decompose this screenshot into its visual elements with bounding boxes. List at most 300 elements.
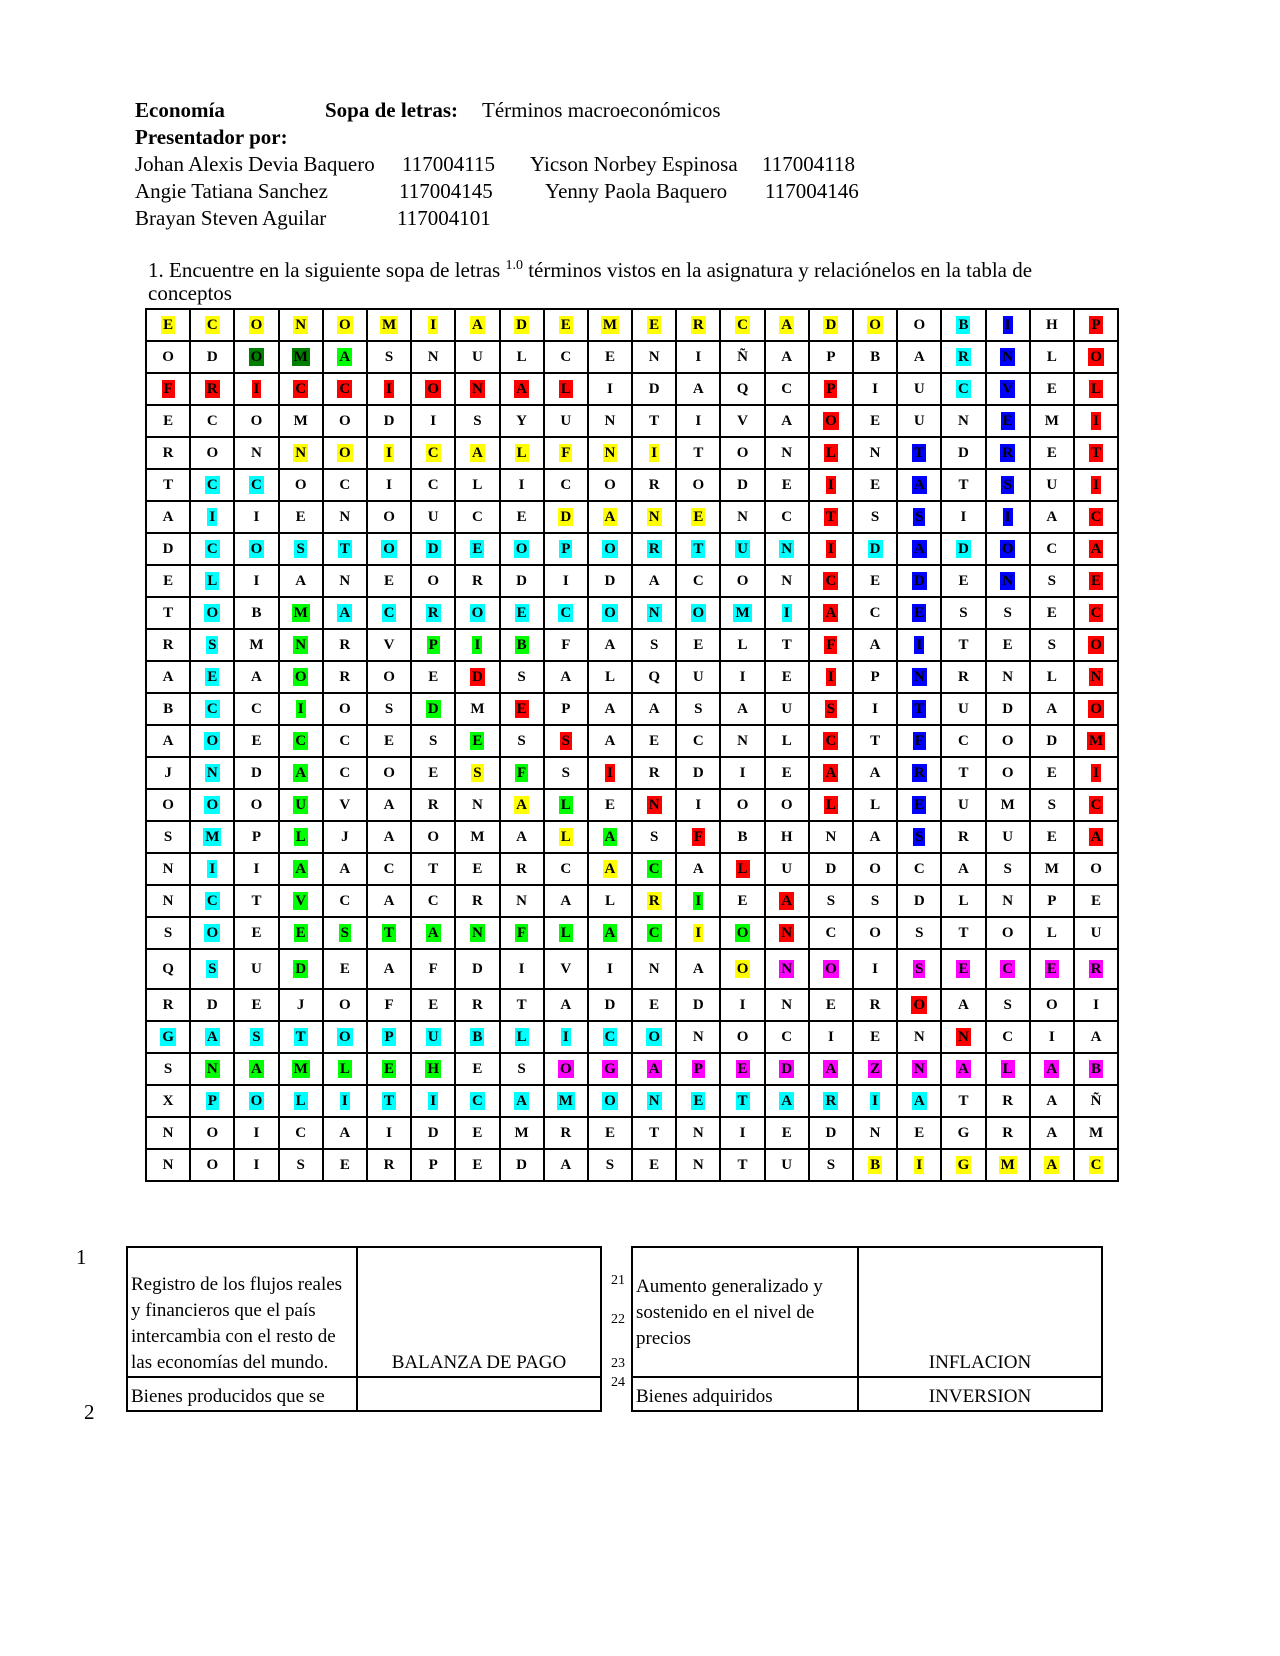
- grid-letter: T: [958, 476, 969, 493]
- grid-cell: [765, 821, 809, 853]
- grid-cell: [146, 725, 190, 757]
- grid-cell: [234, 693, 278, 725]
- grid-letter: C: [1090, 796, 1102, 813]
- grid-cell: [234, 1085, 278, 1117]
- grid-letter: O: [869, 860, 881, 877]
- grid-cell: [323, 949, 367, 989]
- grid-letter: D: [737, 476, 748, 493]
- grid-cell: [190, 437, 234, 469]
- grid-letter: Ñ: [1090, 1092, 1102, 1109]
- grid-letter: U: [560, 412, 572, 429]
- grid-letter: L: [870, 796, 881, 813]
- grid-row: [146, 405, 1118, 437]
- grid-cell: [1074, 853, 1118, 885]
- grid-letter: E: [251, 732, 262, 749]
- grid-cell: [853, 629, 897, 661]
- grid-cell: [190, 1053, 234, 1085]
- grid-cell: [588, 629, 632, 661]
- grid-letter: O: [250, 796, 263, 813]
- grid-cell: [411, 1149, 455, 1181]
- grid-cell: [455, 341, 499, 373]
- grid-cell: [588, 821, 632, 853]
- grid-cell: [500, 533, 544, 565]
- grid-letter: R: [648, 764, 660, 781]
- grid-cell: [720, 597, 764, 629]
- grid-cell: [279, 341, 323, 373]
- grid-cell: [455, 885, 499, 917]
- grid-letter: D: [516, 1156, 528, 1173]
- grid-cell: [676, 437, 720, 469]
- grid-cell: [986, 1117, 1030, 1149]
- grid-letter: I: [739, 996, 746, 1013]
- grid-cell: [941, 789, 985, 821]
- grid-letter: B: [472, 1028, 483, 1045]
- grid-letter: A: [383, 960, 395, 977]
- grid-cell: [279, 725, 323, 757]
- grid-letter: E: [1046, 380, 1057, 397]
- grid-letter: C: [339, 764, 351, 781]
- grid-letter: F: [561, 636, 571, 653]
- grid-letter: A: [869, 636, 881, 653]
- grid-cell: [1074, 949, 1118, 989]
- grid-letter: R: [1002, 444, 1014, 461]
- grid-letter: D: [825, 1124, 837, 1141]
- grid-letter: E: [472, 732, 483, 749]
- grid-cell: [632, 629, 676, 661]
- grid-letter: C: [560, 604, 572, 621]
- grid-letter: E: [870, 412, 881, 429]
- grid-letter: N: [648, 348, 660, 365]
- grid-cell: [544, 533, 588, 565]
- grid-letter: I: [872, 380, 879, 397]
- grid-cell: [544, 661, 588, 693]
- grid-letter: O: [383, 540, 395, 557]
- grid-letter: U: [913, 412, 925, 429]
- grid-letter: E: [207, 668, 218, 685]
- grid-cell: [500, 565, 544, 597]
- grid-cell: [190, 565, 234, 597]
- grid-letter: A: [383, 796, 395, 813]
- concept-answer: INFLACION: [858, 1247, 1102, 1377]
- grid-cell: [323, 405, 367, 437]
- grid-letter: I: [341, 1092, 348, 1109]
- grid-cell: [588, 533, 632, 565]
- grid-letter: E: [914, 1124, 925, 1141]
- grid-letter: V: [295, 892, 307, 909]
- grid-cell: [720, 1021, 764, 1053]
- grid-letter: A: [604, 732, 616, 749]
- grid-cell: [544, 1149, 588, 1181]
- grid-letter: P: [251, 828, 262, 845]
- grid-letter: N: [781, 540, 793, 557]
- grid-cell: [986, 373, 1030, 405]
- grid-letter: O: [736, 924, 749, 941]
- grid-letter: O: [383, 508, 395, 525]
- grid-cell: [986, 989, 1030, 1021]
- grid-letter: N: [737, 508, 748, 525]
- grid-cell: [676, 789, 720, 821]
- grid-cell: [897, 469, 941, 501]
- grid-letter: M: [1000, 796, 1015, 813]
- grid-cell: [190, 725, 234, 757]
- grid-cell: [765, 949, 809, 989]
- grid-cell: [720, 693, 764, 725]
- grid-cell: [411, 501, 455, 533]
- grid-cell: [146, 821, 190, 853]
- grid-cell: [941, 533, 985, 565]
- grid-cell: [1030, 757, 1074, 789]
- grid-cell: [588, 853, 632, 885]
- grid-letter: C: [295, 732, 307, 749]
- grid-letter: C: [958, 732, 969, 749]
- grid-letter: I: [872, 700, 879, 717]
- grid-cell: [853, 1117, 897, 1149]
- grid-cell: [676, 469, 720, 501]
- grid-cell: [146, 917, 190, 949]
- concept-definition: Registro de los flujos reales y financieros que el país intercambia con el resto de las economías del mundo.: [127, 1247, 357, 1377]
- grid-letter: O: [206, 1124, 219, 1141]
- grid-cell: [411, 629, 455, 661]
- grid-letter: E: [251, 924, 262, 941]
- grid-cell: [500, 725, 544, 757]
- grid-cell: [455, 789, 499, 821]
- grid-letter: A: [825, 1060, 837, 1077]
- grid-cell: [234, 789, 278, 821]
- grid-cell: [853, 1149, 897, 1181]
- grid-letter: C: [427, 444, 439, 461]
- grid-cell: [632, 917, 676, 949]
- grid-letter: A: [604, 860, 616, 877]
- grid-letter: M: [1088, 1124, 1104, 1141]
- grid-cell: [765, 1149, 809, 1181]
- grid-cell: [1074, 501, 1118, 533]
- grid-cell: [765, 757, 809, 789]
- grid-letter: A: [560, 668, 572, 685]
- grid-cell: [455, 989, 499, 1021]
- grid-letter: E: [1046, 828, 1057, 845]
- grid-letter: A: [958, 996, 969, 1013]
- grid-cell: [720, 821, 764, 853]
- grid-cell: [1074, 789, 1118, 821]
- grid-cell: [1030, 853, 1074, 885]
- grid-cell: [941, 437, 985, 469]
- grid-letter: C: [781, 380, 793, 397]
- grid-cell: [809, 1149, 853, 1181]
- grid-letter: M: [1044, 412, 1059, 429]
- grid-letter: S: [517, 668, 526, 685]
- grid-cell: [411, 853, 455, 885]
- grid-letter: N: [471, 796, 483, 813]
- grid-letter: C: [560, 348, 572, 365]
- grid-letter: S: [694, 700, 703, 717]
- grid-cell: [897, 373, 941, 405]
- grid-letter: N: [471, 380, 483, 397]
- grid-letter: A: [958, 860, 969, 877]
- grid-cell: [411, 373, 455, 405]
- grid-cell: [146, 885, 190, 917]
- grid-letter: N: [471, 924, 483, 941]
- grid-cell: [500, 917, 544, 949]
- grid-cell: [544, 501, 588, 533]
- grid-letter: I: [872, 1092, 879, 1109]
- grid-letter: S: [1003, 996, 1012, 1013]
- grid-letter: V: [560, 960, 572, 977]
- grid-cell: [146, 533, 190, 565]
- grid-letter: S: [296, 1156, 305, 1173]
- grid-letter: R: [1002, 1124, 1014, 1141]
- grid-letter: L: [1046, 668, 1057, 685]
- grid-cell: [500, 341, 544, 373]
- grid-cell: [190, 533, 234, 565]
- grid-letter: O: [1090, 860, 1102, 877]
- grid-letter: N: [604, 412, 616, 429]
- grid-cell: [367, 989, 411, 1021]
- grid-cell: [1074, 373, 1118, 405]
- grid-letter: D: [958, 444, 969, 461]
- grid-cell: [986, 949, 1030, 989]
- grid-cell: [323, 501, 367, 533]
- grid-cell: [367, 309, 411, 341]
- grid-cell: [1074, 693, 1118, 725]
- grid-cell: [941, 757, 985, 789]
- grid-letter: S: [163, 828, 173, 845]
- grid-cell: [234, 757, 278, 789]
- grid-cell: [809, 629, 853, 661]
- grid-cell: [234, 437, 278, 469]
- grid-letter: A: [339, 1124, 351, 1141]
- grid-cell: [632, 405, 676, 437]
- grid-cell: [941, 949, 985, 989]
- grid-cell: [941, 1149, 985, 1181]
- grid-cell: [544, 885, 588, 917]
- grid-letter: D: [251, 764, 262, 781]
- grid-cell: [234, 1149, 278, 1181]
- grid-letter: N: [958, 412, 969, 429]
- grid-cell: [720, 629, 764, 661]
- grid-cell: [941, 469, 985, 501]
- grid-letter: D: [427, 1124, 439, 1141]
- grid-cell: [323, 789, 367, 821]
- grid-cell: [190, 821, 234, 853]
- grid-cell: [853, 469, 897, 501]
- grid-cell: [500, 853, 544, 885]
- grid-letter: M: [293, 604, 308, 621]
- grid-cell: [500, 597, 544, 629]
- grid-cell: [676, 501, 720, 533]
- grid-letter: R: [516, 860, 528, 877]
- grid-row: [146, 309, 1118, 341]
- grid-letter: L: [472, 476, 483, 493]
- grid-letter: A: [1046, 700, 1058, 717]
- grid-cell: [588, 1053, 632, 1085]
- grid-letter: O: [162, 348, 174, 365]
- grid-cell: [986, 597, 1030, 629]
- grid-cell: [809, 989, 853, 1021]
- grid-cell: [146, 565, 190, 597]
- grid-letter: T: [693, 540, 704, 557]
- grid-cell: [720, 501, 764, 533]
- grid-letter: S: [826, 1156, 836, 1173]
- grid-cell: [986, 309, 1030, 341]
- grid-cell: [544, 1117, 588, 1149]
- grid-cell: [676, 989, 720, 1021]
- grid-cell: [500, 469, 544, 501]
- grid-cell: [809, 1117, 853, 1149]
- grid-letter: T: [163, 476, 174, 493]
- grid-cell: [986, 821, 1030, 853]
- grid-letter: E: [1046, 444, 1057, 461]
- grid-letter: T: [781, 636, 792, 653]
- grid-cell: [234, 501, 278, 533]
- grid-cell: [853, 565, 897, 597]
- grid-cell: [146, 341, 190, 373]
- grid-letter: U: [427, 1028, 439, 1045]
- grid-cell: [411, 469, 455, 501]
- grid-letter: A: [604, 700, 616, 717]
- grid-cell: [588, 1149, 632, 1181]
- grid-letter: O: [648, 1028, 660, 1045]
- grid-letter: A: [383, 828, 395, 845]
- grid-cell: [146, 1021, 190, 1053]
- grid-letter: N: [648, 796, 660, 813]
- grid-cell: [367, 565, 411, 597]
- grid-letter: E: [384, 732, 395, 749]
- grid-letter: U: [913, 380, 925, 397]
- grid-letter: D: [162, 540, 174, 557]
- grid-letter: A: [516, 796, 528, 813]
- row-number: 23: [611, 1356, 625, 1371]
- grid-letter: R: [471, 892, 483, 909]
- grid-cell: [986, 1053, 1030, 1085]
- grid-letter: A: [825, 604, 837, 621]
- grid-cell: [941, 565, 985, 597]
- grid-letter: S: [517, 732, 526, 749]
- grid-letter: E: [163, 316, 174, 333]
- grid-cell: [323, 309, 367, 341]
- grid-cell: [765, 789, 809, 821]
- grid-cell: [853, 949, 897, 989]
- grid-letter: L: [737, 860, 748, 877]
- grid-cell: [765, 885, 809, 917]
- grid-row: [146, 789, 1118, 821]
- grid-cell: [632, 949, 676, 989]
- grid-cell: [720, 533, 764, 565]
- grid-cell: [411, 1021, 455, 1053]
- grid-letter: N: [295, 316, 307, 333]
- grid-cell: [500, 949, 544, 989]
- grid-letter: I: [695, 348, 702, 365]
- grid-letter: O: [162, 796, 174, 813]
- grid-cell: [411, 885, 455, 917]
- grid-letter: C: [206, 540, 218, 557]
- grid-letter: F: [428, 960, 438, 977]
- grid-cell: [234, 989, 278, 1021]
- grid-cell: [367, 501, 411, 533]
- grid-cell: [897, 533, 941, 565]
- grid-letter: D: [427, 700, 439, 717]
- grid-cell: [367, 1053, 411, 1085]
- grid-letter: P: [561, 540, 571, 557]
- grid-letter: M: [558, 1092, 573, 1109]
- grid-cell: [632, 821, 676, 853]
- grid-cell: [234, 661, 278, 693]
- grid-letter: D: [913, 892, 925, 909]
- grid-cell: [809, 405, 853, 437]
- grid-letter: L: [737, 636, 748, 653]
- grid-letter: I: [651, 444, 658, 461]
- grid-cell: [853, 853, 897, 885]
- grid-letter: S: [1047, 636, 1057, 653]
- grid-cell: [1074, 597, 1118, 629]
- grid-cell: [323, 629, 367, 661]
- grid-cell: [588, 373, 632, 405]
- grid-letter: E: [870, 476, 881, 493]
- grid-letter: E: [604, 1124, 615, 1141]
- grid-letter: R: [913, 764, 925, 781]
- grid-letter: O: [1001, 764, 1014, 781]
- grid-letter: S: [915, 924, 924, 941]
- grid-letter: A: [251, 1060, 262, 1077]
- grid-letter: O: [206, 444, 219, 461]
- grid-letter: E: [384, 1060, 395, 1077]
- grid-cell: [323, 821, 367, 853]
- grid-cell: [986, 341, 1030, 373]
- grid-cell: [1030, 885, 1074, 917]
- grid-cell: [941, 725, 985, 757]
- grid-cell: [1074, 405, 1118, 437]
- grid-letter: D: [604, 996, 616, 1013]
- grid-cell: [1074, 917, 1118, 949]
- grid-letter: O: [1001, 540, 1014, 557]
- grid-letter: A: [604, 924, 616, 941]
- grid-letter: O: [736, 1028, 749, 1045]
- grid-cell: [455, 373, 499, 405]
- grid-cell: [986, 1085, 1030, 1117]
- grid-cell: [720, 373, 764, 405]
- grid-cell: [455, 693, 499, 725]
- grid-cell: [367, 597, 411, 629]
- grid-letter: F: [517, 764, 527, 781]
- grid-row: [146, 1117, 1118, 1149]
- grid-letter: E: [870, 1028, 881, 1045]
- grid-letter: L: [560, 924, 571, 941]
- grid-cell: [986, 661, 1030, 693]
- grid-letter: N: [516, 892, 528, 909]
- grid-cell: [367, 949, 411, 989]
- grid-cell: [632, 309, 676, 341]
- grid-cell: [632, 533, 676, 565]
- grid-letter: E: [339, 960, 350, 977]
- grid-letter: A: [383, 892, 395, 909]
- grid-letter: I: [253, 1156, 260, 1173]
- grid-letter: R: [162, 636, 174, 653]
- grid-cell: [544, 309, 588, 341]
- grid-letter: N: [1090, 668, 1102, 685]
- grid-cell: [809, 1021, 853, 1053]
- grid-letter: I: [607, 380, 613, 397]
- grid-letter: O: [604, 540, 616, 557]
- grid-cell: [853, 725, 897, 757]
- concept-answer: BALANZA DE PAGO: [357, 1247, 601, 1377]
- grid-letter: A: [427, 924, 439, 941]
- concept-definition: Bienes producidos que se: [127, 1377, 357, 1411]
- grid-cell: [146, 1149, 190, 1181]
- grid-letter: O: [736, 572, 749, 589]
- instruction-start: 1. Encuentre en la siguiente sopa de letras: [148, 258, 501, 282]
- student-id: 117004101: [397, 206, 491, 230]
- grid-cell: [455, 1053, 499, 1085]
- grid-cell: [367, 853, 411, 885]
